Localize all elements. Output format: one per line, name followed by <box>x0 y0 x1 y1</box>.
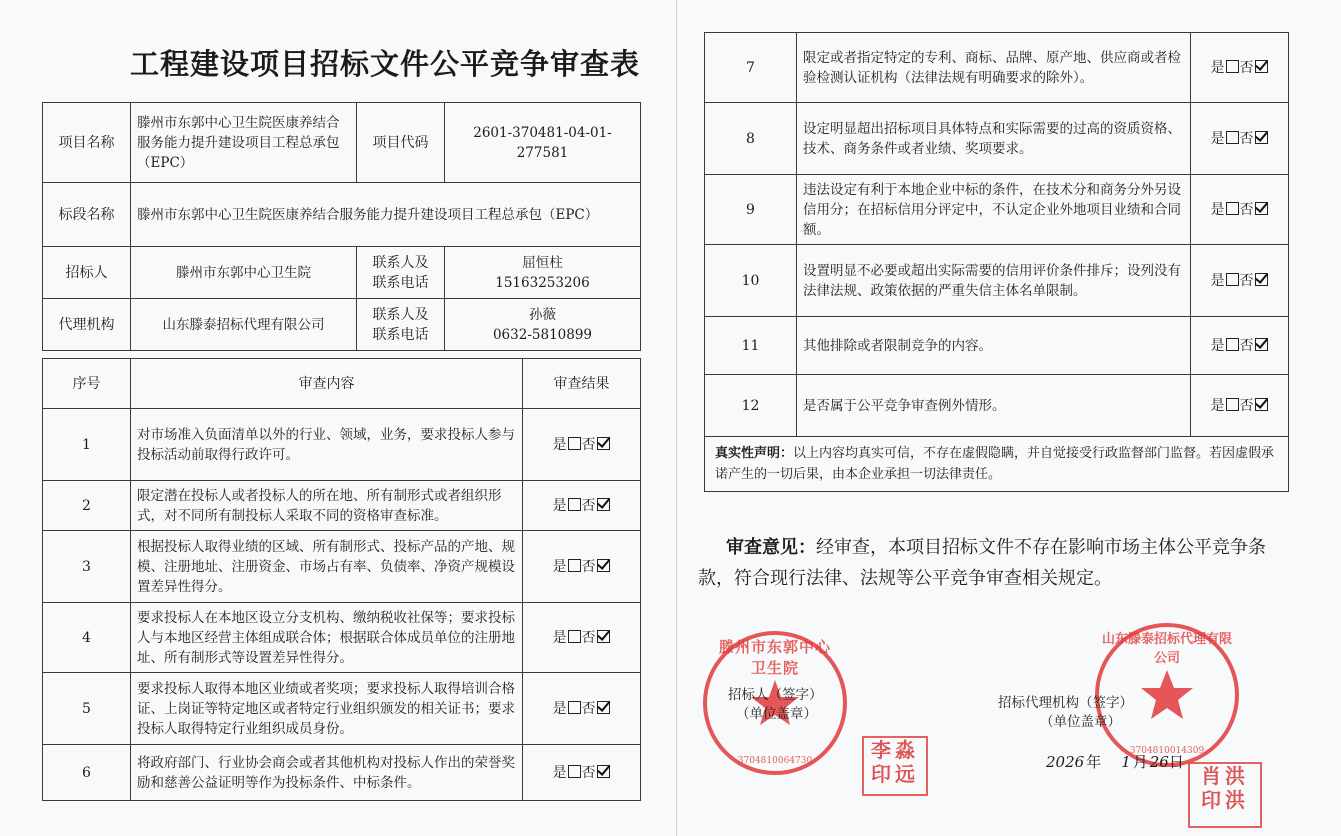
yes-label: 是 <box>1210 130 1225 147</box>
yes-checkbox-icon <box>568 437 581 450</box>
review-item-number: 5 <box>43 673 131 745</box>
tenderer-label: 招标人 <box>43 247 131 299</box>
project-row <box>43 103 641 183</box>
no-checkbox-icon <box>597 630 610 643</box>
no-checkbox-icon <box>597 498 610 511</box>
review-item-number: 9 <box>705 175 797 245</box>
name-stamp-2: 肖洪印洪 <box>1188 762 1262 828</box>
agency-contact-value <box>445 299 641 351</box>
yes-label: 是 <box>552 558 567 575</box>
review-item-content: 设置明显不必要或超出实际需要的信用评价条件排斥；设列没有法律法规、政策依据的严重失信主体名单限制。 <box>797 245 1191 317</box>
review-item-result <box>1191 175 1289 245</box>
agency-row <box>43 299 641 351</box>
review-items-table-right <box>704 32 1289 492</box>
tenderer-seal-text: 滕州市东郭中心卫生院 <box>718 638 831 677</box>
review-item-result <box>1191 33 1289 103</box>
review-item-number: 12 <box>705 375 797 437</box>
yes-checkbox-icon <box>568 701 581 714</box>
review-item-number: 7 <box>705 33 797 103</box>
no-label: 否 <box>581 764 596 781</box>
agency-seal-text: 山东滕泰招标代理有限公司 <box>1102 632 1233 666</box>
agency-seal-label: （单位盖章） <box>1040 714 1121 730</box>
yes-label: 是 <box>552 700 567 717</box>
no-checkbox-icon <box>597 437 610 450</box>
project-name-label: 项目名称 <box>43 103 131 183</box>
section-row <box>43 183 641 247</box>
date-year: 2026 <box>1046 753 1085 771</box>
review-item-content: 设定明显超出招标项目具体特点和实际需要的过高的资质资格、技术、商务条件或者业绩、奖项要求。 <box>797 103 1191 175</box>
project-code-value: 2601-370481-04-01-277581 <box>445 103 641 183</box>
contact-label-line1: 联系人及 <box>372 254 429 271</box>
review-item-number: 3 <box>43 531 131 603</box>
contact-label-line2: 联系电话 <box>372 274 429 291</box>
review-item-content: 根据投标人取得业绩的区域、所有制形式、投标产品的产地、规模、注册地址、注册资金、市场占有率、负债率、净资产规模设置差异性得分。 <box>131 531 523 603</box>
agency-label: 代理机构 <box>43 299 131 351</box>
review-items-right <box>705 33 1289 437</box>
tenderer-contact-value <box>445 247 641 299</box>
review-item-result <box>523 673 641 745</box>
review-item-result <box>523 531 641 603</box>
tenderer-row <box>43 247 641 299</box>
yes-label: 是 <box>1210 397 1225 414</box>
review-item-content: 限定或者指定特定的专利、商标、品牌、原产地、供应商或者检验检测认证机构（法律法规有明确要求的除外）。 <box>797 33 1191 103</box>
review-item-number: 2 <box>43 481 131 531</box>
no-label: 否 <box>581 700 596 717</box>
declaration-text: 以上内容均真实可信，不存在虚假隐瞒，并自觉接受行政监督部门监督。若因虚假承诺产生的一切后果，由本企业承担一切法律责任。 <box>715 446 1275 482</box>
tenderer-seal-label: （单位盖章） <box>736 706 817 722</box>
review-item-number: 8 <box>705 103 797 175</box>
no-checkbox-icon <box>1255 338 1268 351</box>
no-label: 否 <box>1239 337 1254 354</box>
review-item-content: 将政府部门、行业协会商会或者其他机构对投标人作出的荣誉奖励和慈善公益证明等作为投标条件、中标条件。 <box>131 745 523 801</box>
no-label: 否 <box>1239 59 1254 76</box>
review-item-result <box>523 409 641 481</box>
review-item-result <box>523 745 641 801</box>
yes-checkbox-icon <box>568 765 581 778</box>
no-checkbox-icon <box>597 701 610 714</box>
review-item-number: 10 <box>705 245 797 317</box>
no-label: 否 <box>581 497 596 514</box>
review-item-row <box>43 745 641 801</box>
review-item-content: 对市场准入负面清单以外的行业、领域，业务，要求投标人参与投标活动前取得行政许可。 <box>131 409 523 481</box>
review-item-content: 是否属于公平竞争审查例外情形。 <box>797 375 1191 437</box>
yes-checkbox-icon <box>1226 338 1239 351</box>
col-content-header: 审查内容 <box>131 359 523 409</box>
agency-contact-name: 孙薇 <box>529 306 556 323</box>
review-opinion <box>698 532 1270 594</box>
project-code-label: 项目代码 <box>357 103 445 183</box>
tenderer-contact-name: 屈恒柱 <box>522 254 563 271</box>
tenderer-value: 滕州市东郭中心卫生院 <box>131 247 357 299</box>
col-result-header: 审查结果 <box>523 359 641 409</box>
review-item-row <box>43 673 641 745</box>
opinion-label: 审查意见： <box>726 537 816 558</box>
date-day-char: 日 <box>1168 753 1184 771</box>
review-item-row <box>705 317 1289 375</box>
yes-checkbox-icon <box>1226 273 1239 286</box>
yes-label: 是 <box>1210 272 1225 289</box>
no-checkbox-icon <box>1255 202 1268 215</box>
no-checkbox-icon <box>597 559 610 572</box>
review-item-content: 限定潜在投标人或者投标人的所在地、所有制形式或者组织形式，对不同所有制投标人采取不同的资格审查标准。 <box>131 481 523 531</box>
yes-label: 是 <box>1210 337 1225 354</box>
no-label: 否 <box>581 629 596 646</box>
date-month-char: 月 <box>1132 753 1148 771</box>
yes-checkbox-icon <box>568 630 581 643</box>
yes-checkbox-icon <box>1226 60 1239 73</box>
agency-contact-label <box>357 299 445 351</box>
no-label: 否 <box>1239 272 1254 289</box>
agency-sign-label: 招标代理机构（签字） <box>998 695 1133 711</box>
yes-label: 是 <box>552 629 567 646</box>
declaration-row <box>705 437 1289 492</box>
no-checkbox-icon <box>597 765 610 778</box>
review-items-left <box>43 409 641 801</box>
review-item-result <box>1191 245 1289 317</box>
declaration <box>705 437 1289 492</box>
agency-seal-code: 3704810014309 <box>1129 746 1205 756</box>
no-checkbox-icon <box>1255 60 1268 73</box>
tenderer-contact-phone: 15163253206 <box>495 274 590 291</box>
yes-label: 是 <box>552 497 567 514</box>
sign-date <box>1046 751 1184 772</box>
review-item-number: 4 <box>43 603 131 673</box>
agency-value: 山东滕泰招标代理有限公司 <box>131 299 357 351</box>
no-label: 否 <box>581 436 596 453</box>
review-item-result <box>523 603 641 673</box>
tenderer-contact-label <box>357 247 445 299</box>
project-name-value: 滕州市东郭中心卫生院医康养结合服务能力提升建设项目工程总承包（EPC） <box>131 103 357 183</box>
section-name-value: 滕州市东郭中心卫生院医康养结合服务能力提升建设项目工程总承包（EPC） <box>131 183 641 247</box>
review-item-row <box>705 375 1289 437</box>
review-header-row <box>43 359 641 409</box>
review-item-row <box>705 103 1289 175</box>
document-title: 工程建设项目招标文件公平竞争审查表 <box>130 47 641 81</box>
opinion-text: 经审查，本项目招标文件不存在影响市场主体公平竞争条款，符合现行法律、法规等公平竞争审查相关规定。 <box>698 537 1266 589</box>
col-no-header: 序号 <box>43 359 131 409</box>
yes-checkbox-icon <box>1226 131 1239 144</box>
contact-label-line1: 联系人及 <box>372 306 429 323</box>
no-checkbox-icon <box>1255 131 1268 144</box>
review-item-result <box>1191 103 1289 175</box>
yes-label: 是 <box>1210 59 1225 76</box>
yes-checkbox-icon <box>568 498 581 511</box>
no-label: 否 <box>1239 201 1254 218</box>
review-item-result <box>523 481 641 531</box>
section-name-label: 标段名称 <box>43 183 131 247</box>
date-day: 26 <box>1149 753 1169 771</box>
no-label: 否 <box>1239 130 1254 147</box>
review-table-left <box>42 102 641 351</box>
review-item-content: 违法设定有利于本地企业中标的条件，在技术分和商务分外另设信用分；在招标信用分评定中，不认定企业外地项目业绩和合同额。 <box>797 175 1191 245</box>
review-item-content: 其他排除或者限制竞争的内容。 <box>797 317 1191 375</box>
agency-contact-phone: 0632-5810899 <box>492 326 593 343</box>
declaration-label: 真实性声明： <box>715 446 794 461</box>
name-stamp-1: 李淼印远 <box>862 736 928 796</box>
date-year-char: 年 <box>1086 753 1102 771</box>
date-month: 1 <box>1121 753 1131 771</box>
review-item-content: 要求投标人取得本地区业绩或者奖项；要求投标人取得培训合格证、上岗证等特定地区或者特定行业组织颁发的相关证书；要求投标人取得特定行业组织成员身份。 <box>131 673 523 745</box>
review-item-row <box>43 531 641 603</box>
no-checkbox-icon <box>1255 398 1268 411</box>
review-item-result <box>1191 375 1289 437</box>
yes-label: 是 <box>552 764 567 781</box>
yes-checkbox-icon <box>568 559 581 572</box>
page-divider <box>676 0 677 836</box>
review-item-number: 11 <box>705 317 797 375</box>
review-item-result <box>1191 317 1289 375</box>
review-item-row <box>43 481 641 531</box>
review-item-row <box>43 603 641 673</box>
review-item-row <box>43 409 641 481</box>
review-item-row <box>705 245 1289 317</box>
yes-label: 是 <box>552 436 567 453</box>
yes-checkbox-icon <box>1226 398 1239 411</box>
no-label: 否 <box>581 558 596 575</box>
yes-label: 是 <box>1210 201 1225 218</box>
review-item-row <box>705 33 1289 103</box>
tenderer-sign-label: 招标人（签字） <box>728 687 823 703</box>
yes-checkbox-icon <box>1226 202 1239 215</box>
tenderer-seal-code: 3704810064730 <box>737 756 813 766</box>
contact-label-line2: 联系电话 <box>372 326 429 343</box>
review-items-table-left <box>42 358 641 801</box>
review-item-row <box>705 175 1289 245</box>
no-checkbox-icon <box>1255 273 1268 286</box>
review-item-number: 6 <box>43 745 131 801</box>
review-item-number: 1 <box>43 409 131 481</box>
no-label: 否 <box>1239 397 1254 414</box>
review-item-content: 要求投标人在本地区设立分支机构、缴纳税收社保等；要求投标人与本地区经营主体组成联合体；根据联合体成员单位的注册地址、所有制形式等设置差异性得分。 <box>131 603 523 673</box>
